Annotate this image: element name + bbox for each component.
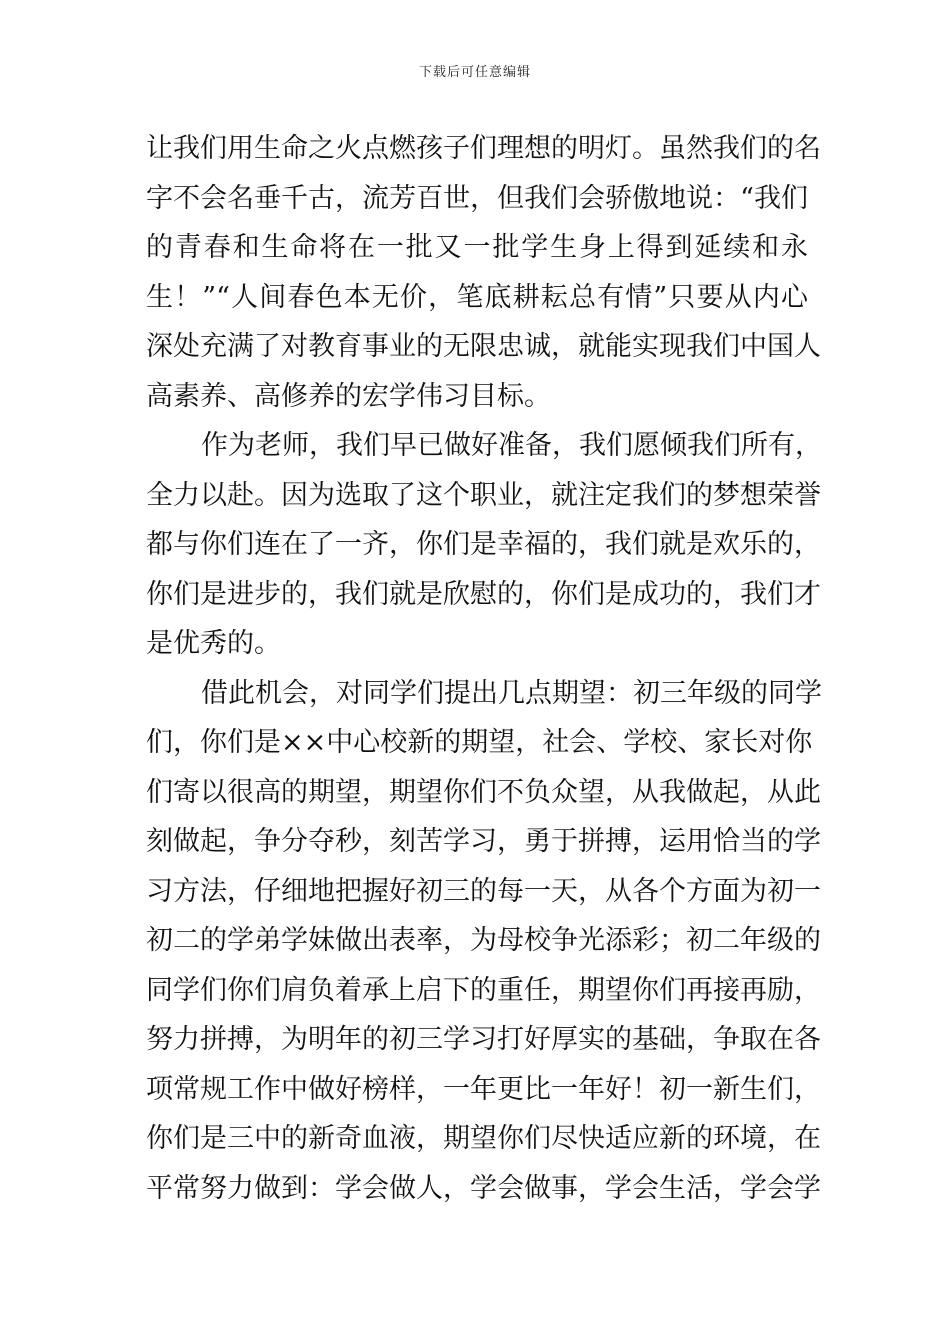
text-line: 你们是三中的新奇血液，期望你们尽快适应新的环境，在 bbox=[146, 1123, 821, 1154]
text-line: 让我们用生命之火点燃孩子们理想的明灯。虽然我们的名 bbox=[146, 133, 821, 164]
paragraph bbox=[146, 421, 822, 669]
text-line: 都与你们连在了一齐，你们是幸福的，我们就是欢乐的， bbox=[146, 529, 821, 560]
text-line: 高素养、高修养的宏学伟习目标。 bbox=[146, 380, 551, 412]
text-line: 们，你们是××中心校新的期望，社会、学校、家长对你 bbox=[146, 727, 813, 758]
text-line: 初二的学弟学妹做出表率，为母校争光添彩；初二年级的 bbox=[146, 925, 821, 956]
text-line: 项常规工作中做好榜样，一年更比一年好！初一新生们， bbox=[146, 1073, 821, 1105]
text-line: 努力拼搏，为明年的初三学习打好厚实的基础，争取在各 bbox=[146, 1024, 821, 1055]
text-line: 是优秀的。 bbox=[146, 628, 281, 659]
text-line: 平常努力做到：学会做人，学会做事，学会生活，学会学 bbox=[146, 1172, 821, 1204]
text-line: 深处充满了对教育事业的无限忠诚，就能实现我们中国人 bbox=[146, 331, 821, 362]
text-line: 借此机会，对同学们提出几点期望：初三年级的同学 bbox=[201, 677, 822, 709]
text-line: 字不会名垂千古，流芳百世，但我们会骄傲地说：“我们 bbox=[146, 182, 808, 214]
text-line: 你们是进步的，我们就是欣慰的，你们是成功的，我们才 bbox=[146, 578, 821, 610]
text-line: 的青春和生命将在一批又一批学生身上得到延续和永 bbox=[146, 232, 808, 263]
text-line: 全力以赴。因为选取了这个职业，就注定我们的梦想荣誉 bbox=[146, 479, 821, 511]
document-body bbox=[146, 124, 822, 1213]
text-line: 习方法，仔细地把握好初三的每一天，从各个方面为初一 bbox=[146, 875, 821, 907]
text-line: 同学们你们肩负着承上启下的重任，期望你们再接再励， bbox=[146, 974, 821, 1006]
page-header: 下载后可任意编辑 bbox=[418, 65, 531, 80]
paragraph bbox=[146, 124, 821, 421]
paragraph bbox=[146, 669, 822, 1214]
text-line: 刻做起，争分夺秒，刻苦学习，勇于拼搏，运用恰当的学 bbox=[146, 826, 821, 857]
text-line: 们寄以很高的期望，期望你们不负众望，从我做起，从此 bbox=[146, 776, 821, 808]
text-line: 生！”“人间春色本无价，笔底耕耘总有情”只要从内心 bbox=[146, 281, 808, 313]
text-line: 作为老师，我们早已做好准备，我们愿倾我们所有， bbox=[201, 430, 822, 461]
